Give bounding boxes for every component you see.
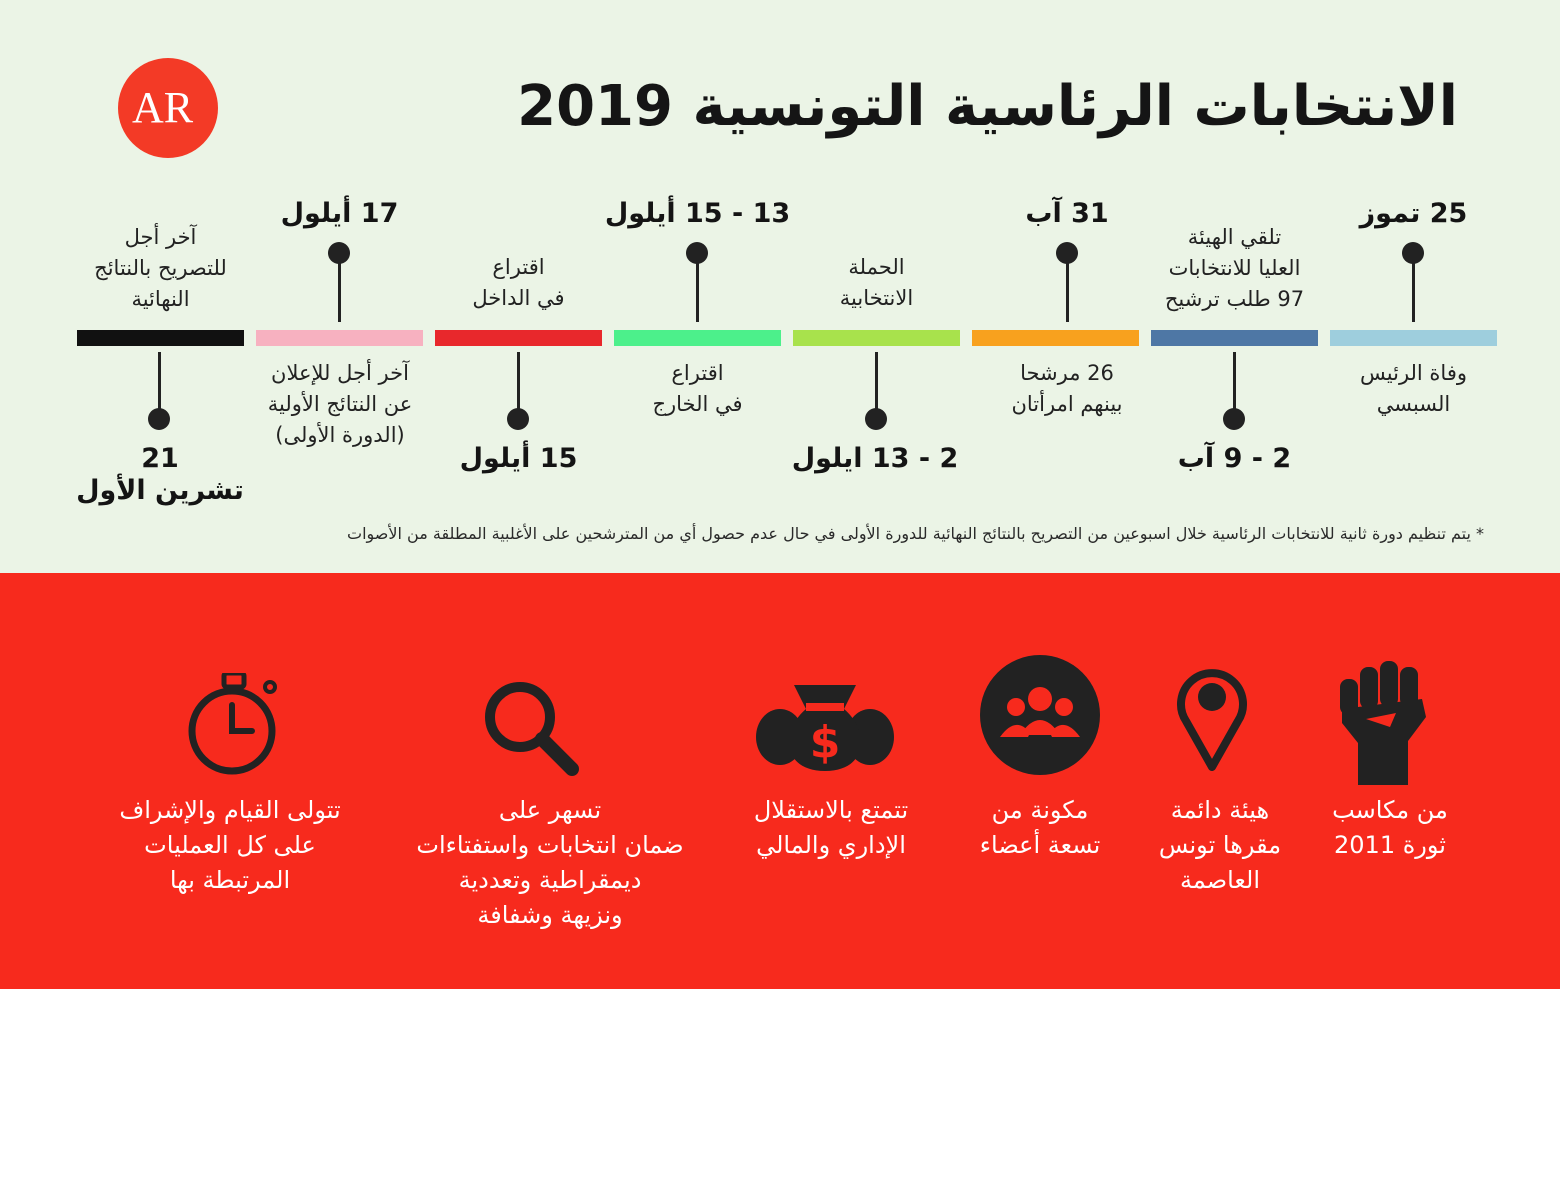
timeline-stem-6 bbox=[338, 252, 341, 322]
timeline-date-0: 25 تموز bbox=[1359, 198, 1468, 229]
timeline-bar-2 bbox=[972, 330, 1139, 346]
group-icon bbox=[980, 655, 1100, 775]
commission-title: الهيئة العليا المستقلة للانتخابات: bbox=[882, 1163, 1460, 1204]
feature-4: تتمتع بالاستقلال الإداري والمالي bbox=[753, 796, 909, 859]
timeline-desc-2: 26 مرشحا بينهم امرأتان bbox=[1011, 361, 1123, 416]
timeline-stem-4 bbox=[696, 252, 699, 322]
svg-text:$: $ bbox=[809, 717, 841, 768]
timeline-stem-0 bbox=[1412, 252, 1415, 322]
feature-6: تتولى القيام والإشراف على كل العمليات المرتبطة بها bbox=[119, 796, 341, 894]
footnote: * يتم تنظيم دورة ثانية للانتخابات الرئاسية خلال اسبوعين من التصريح بالنتائج النهائية للدورة الأولى في حال عدم حصول أي من المترشحين على الأغلبية المطلقة من الأصوات bbox=[347, 524, 1484, 543]
page-title: الانتخابات الرئاسية التونسية 2019 bbox=[517, 74, 1458, 139]
feature-2: هيئة دائمة مقرها تونس العاصمة bbox=[1158, 796, 1282, 894]
timeline-date-3: 2 - 13 ايلول bbox=[791, 443, 959, 474]
stopwatch-icon bbox=[186, 673, 282, 777]
timeline-desc-4: اقتراع في الخارج bbox=[652, 361, 743, 416]
timeline-desc-3: الحملة الانتخابية bbox=[839, 255, 914, 310]
timeline-date-1: 2 - 9 آب bbox=[1177, 443, 1292, 474]
timeline-bar-1 bbox=[1151, 330, 1318, 346]
feature-3: مكونة من تسعة أعضاء bbox=[979, 796, 1101, 859]
timeline-date-4: 13 - 15 أيلول bbox=[604, 198, 791, 229]
timeline-dot-3 bbox=[865, 408, 887, 430]
timeline-section bbox=[0, 0, 1560, 573]
feature-5: تسهر على ضمان انتخابات واستفتاءات ديمقراطية وتعددية ونزيهة وشفافة bbox=[416, 796, 684, 929]
timeline-date-2: 31 آب bbox=[1025, 198, 1109, 229]
timeline-desc-6: آخر أجل للإعلان عن النتائج الأولية (الدورة الأولى) bbox=[267, 361, 413, 447]
timeline-date-6: 17 أيلول bbox=[280, 198, 399, 229]
logo bbox=[118, 58, 218, 158]
location-pin-icon bbox=[1174, 659, 1250, 771]
timeline-bar-3 bbox=[793, 330, 960, 346]
timeline-date-5: 15 أيلول bbox=[459, 443, 578, 474]
timeline-bar-7 bbox=[77, 330, 244, 346]
timeline-stem-2 bbox=[1066, 252, 1069, 322]
commission-section bbox=[0, 573, 1560, 1204]
timeline-dot-7 bbox=[148, 408, 170, 430]
feature-1: من مكاسب ثورة 2011 bbox=[1332, 796, 1448, 859]
money-bag-icon bbox=[754, 673, 896, 773]
timeline-bar-5 bbox=[435, 330, 602, 346]
timeline-date-7: 21 تشرين الأول bbox=[76, 443, 244, 506]
timeline-desc-7: آخر أجل للتصريح بالنتائج النهائية bbox=[94, 225, 227, 311]
fist-icon bbox=[1336, 657, 1428, 785]
logo-text: AR bbox=[132, 83, 194, 132]
timeline-dot-5 bbox=[507, 408, 529, 430]
timeline-bar-4 bbox=[614, 330, 781, 346]
timeline-dot-1 bbox=[1223, 408, 1245, 430]
search-icon bbox=[480, 677, 580, 777]
timeline-desc-0: وفاة الرئيس السبسي bbox=[1359, 361, 1468, 416]
timeline-desc-1: تلقي الهيئة العليا للانتخابات 97 طلب ترشيح bbox=[1164, 225, 1305, 311]
timeline-desc-5: اقتراع في الداخل bbox=[472, 255, 565, 310]
timeline-bar-6 bbox=[256, 330, 423, 346]
timeline-bar-0 bbox=[1330, 330, 1497, 346]
